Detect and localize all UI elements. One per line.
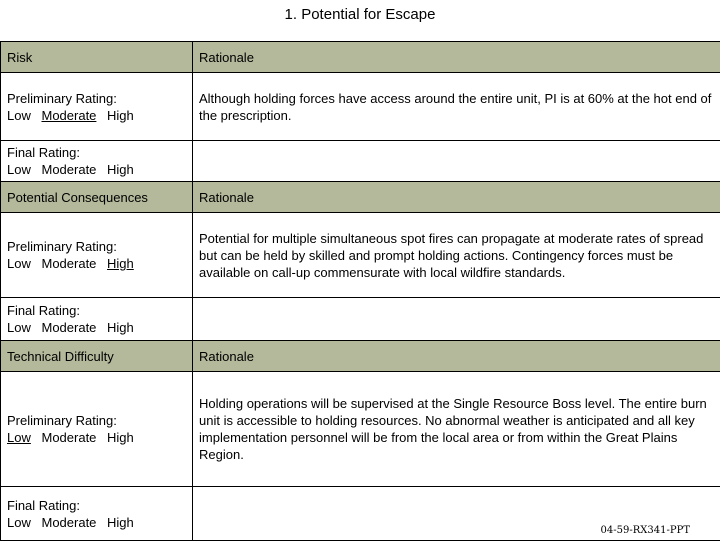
consequences-final-cell bbox=[1, 298, 193, 341]
consequences-header: Potential Consequences bbox=[1, 182, 193, 213]
consequences-header-row bbox=[1, 182, 720, 213]
rating-high: High bbox=[107, 162, 134, 177]
rating-options bbox=[7, 161, 186, 178]
rating-low: Low bbox=[7, 515, 31, 530]
technical-rationale-text: Holding operations will be supervised at the Single Resource Boss level. The entire burn unit is accessible to holding resources. No abnormal weather is anticipated and all key implementation personnel will be from the local area or from within the Great Plains Region. bbox=[193, 372, 720, 487]
rating-moderate: Moderate bbox=[41, 162, 96, 177]
technical-rationale-header: Rationale bbox=[193, 341, 720, 372]
consequences-preliminary-row bbox=[1, 213, 720, 298]
consequences-final-row bbox=[1, 298, 720, 341]
risk-rationale-text: Although holding forces have access around the entire unit, PI is at 60% at the hot end of the prescription. bbox=[193, 73, 720, 141]
technical-header: Technical Difficulty bbox=[1, 341, 193, 372]
rating-high: High bbox=[107, 515, 134, 530]
rating-moderate: Moderate bbox=[41, 256, 96, 271]
technical-preliminary-row bbox=[1, 372, 720, 487]
rating-options bbox=[7, 514, 186, 531]
slide-footer-code: 04-59-RX341-PPT bbox=[601, 525, 690, 536]
rating-low-selected: Low bbox=[7, 430, 31, 445]
rating-high: High bbox=[107, 108, 134, 123]
risk-final-cell bbox=[1, 141, 193, 182]
consequences-preliminary-cell bbox=[1, 213, 193, 298]
risk-final-rationale bbox=[193, 141, 720, 182]
rating-moderate: Moderate bbox=[41, 515, 96, 530]
escape-rating-table bbox=[0, 41, 720, 541]
preliminary-rating-label: Preliminary Rating: bbox=[7, 90, 186, 107]
rating-moderate: Moderate bbox=[41, 320, 96, 335]
rating-options bbox=[7, 319, 186, 336]
final-rating-label: Final Rating: bbox=[7, 144, 186, 161]
risk-header-row bbox=[1, 42, 720, 73]
rating-options bbox=[7, 255, 186, 272]
risk-final-row bbox=[1, 141, 720, 182]
rating-low: Low bbox=[7, 108, 31, 123]
risk-rationale-header: Rationale bbox=[193, 42, 720, 73]
preliminary-rating-label: Preliminary Rating: bbox=[7, 412, 186, 429]
rating-high-selected: High bbox=[107, 256, 134, 271]
risk-header: Risk bbox=[1, 42, 193, 73]
rating-options bbox=[7, 107, 186, 124]
risk-preliminary-row bbox=[1, 73, 720, 141]
rating-low: Low bbox=[7, 162, 31, 177]
consequences-final-rationale bbox=[193, 298, 720, 341]
consequences-rationale-text: Potential for multiple simultaneous spot fires can propagate at moderate rates of spread but can be held by skilled and prompt holding actions. Contingency forces must be available on call-up commensurate with local wildfire standards. bbox=[193, 213, 720, 298]
consequences-rationale-header: Rationale bbox=[193, 182, 720, 213]
page-title: 1. Potential for Escape bbox=[0, 0, 720, 32]
rating-high: High bbox=[107, 320, 134, 335]
rating-low: Low bbox=[7, 256, 31, 271]
rating-options bbox=[7, 429, 186, 446]
rating-moderate: Moderate bbox=[41, 430, 96, 445]
rating-high: High bbox=[107, 430, 134, 445]
final-rating-label: Final Rating: bbox=[7, 302, 186, 319]
technical-preliminary-cell bbox=[1, 372, 193, 487]
risk-preliminary-cell bbox=[1, 73, 193, 141]
rating-low: Low bbox=[7, 320, 31, 335]
final-rating-label: Final Rating: bbox=[7, 497, 186, 514]
technical-final-cell bbox=[1, 487, 193, 541]
preliminary-rating-label: Preliminary Rating: bbox=[7, 238, 186, 255]
rating-moderate-selected: Moderate bbox=[41, 108, 96, 123]
technical-header-row bbox=[1, 341, 720, 372]
